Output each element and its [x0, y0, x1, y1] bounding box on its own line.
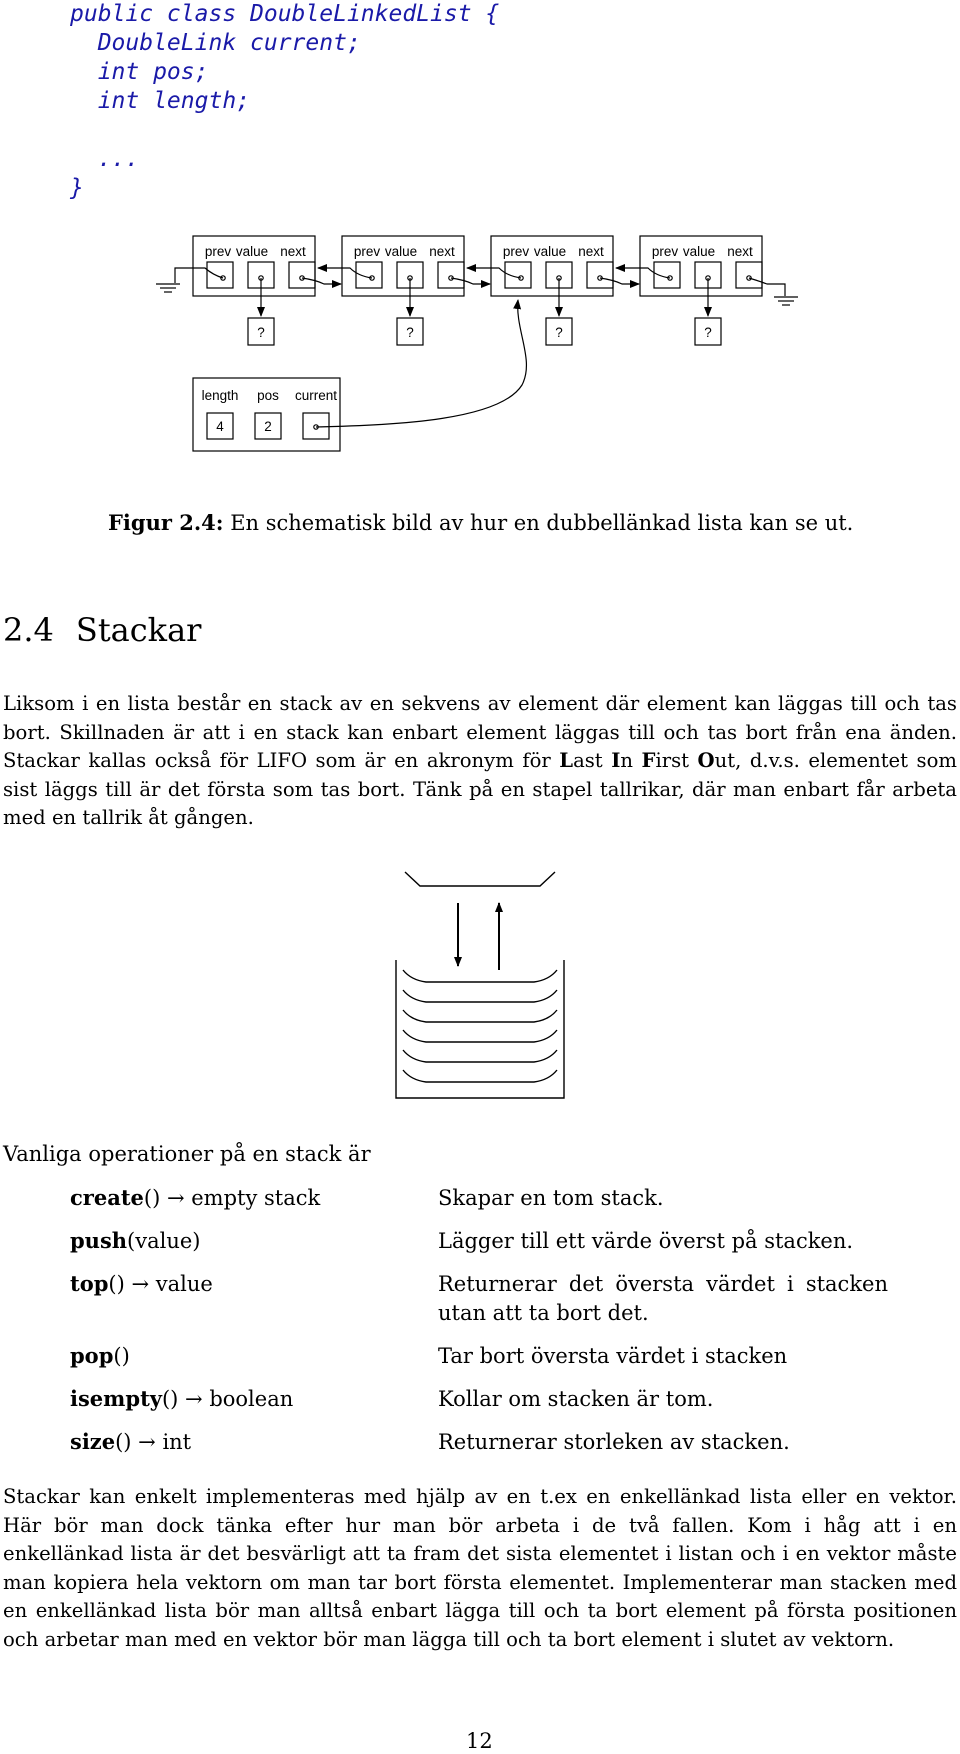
- node-field-label: value: [235, 244, 269, 259]
- current-pointer: [316, 300, 526, 427]
- code-line: }: [70, 175, 84, 201]
- operation-description: Lägger till ett värde överst på stacken.: [438, 1229, 854, 1253]
- plate: [403, 1030, 557, 1042]
- plates: [403, 970, 557, 1082]
- next-pointer: [302, 278, 341, 284]
- plate: [403, 990, 557, 1002]
- operation-signature: size() → int: [70, 1429, 192, 1454]
- lifo-letter: L: [559, 749, 574, 773]
- stack-opening: [405, 872, 555, 886]
- value-text: ?: [257, 325, 265, 340]
- lifo-letter: O: [697, 749, 715, 773]
- closing-paragraph: Stackar kan enkelt implementeras med hjälp av en t.ex en enkellänkad lista eller en vektor. Här bör man dock tänka efter hur man bör arbeta i de två fallen. Kom i håg att i en enkellänkad lista är det besvärligt att ta fram det sista elementet i listan och i en vektor måste man kopiera hela vektorn om man tar bort första elementet. Implementerar man stacken med en enkellänkad lista bör man alltså enbart lägga till och ta bort element på första positionen och arbetar man med en vektor bör man lägga till och ta bort element i slutet av vektorn.: [3, 1485, 957, 1651]
- node-cell: [587, 262, 613, 288]
- linked-list-diagram: [156, 236, 798, 451]
- operation-description: Skapar en tom stack.: [438, 1186, 664, 1210]
- pos-value: 2: [264, 419, 272, 434]
- header-field-label: length: [201, 388, 239, 403]
- prev-pointer: [318, 268, 372, 278]
- node-field-label: prev: [502, 244, 530, 259]
- node-cell: [289, 262, 315, 288]
- code-line: int pos;: [70, 59, 209, 85]
- node-field-label: next: [727, 244, 753, 259]
- null-pointer: [175, 268, 223, 283]
- operation-signature: top() → value: [70, 1271, 213, 1296]
- plate-stack-diagram: [396, 872, 564, 1098]
- node-field-label: next: [578, 244, 604, 259]
- operation-description: Returnerar det översta värdet i stacken utan att ta bort det.: [438, 1272, 888, 1325]
- value-text: ?: [406, 325, 414, 340]
- operation-signature: pop(): [70, 1343, 130, 1368]
- node-field-label: next: [280, 244, 306, 259]
- prev-pointer: [616, 268, 670, 278]
- null-pointer: [749, 278, 785, 296]
- section-number: 2.4: [3, 611, 54, 649]
- node-cell: [207, 262, 233, 288]
- node-field-label: value: [682, 244, 716, 259]
- figure-caption: [108, 510, 853, 535]
- lifo-word-part: irst: [655, 749, 698, 773]
- lifo-word-part: ut: [714, 749, 736, 773]
- page-number: 12: [466, 1729, 493, 1753]
- operation-description: Tar bort översta värdet i stacken: [438, 1344, 788, 1368]
- next-pointer: [451, 278, 490, 284]
- prev-pointer: [467, 268, 521, 278]
- caption-text: En schematisk bild av hur en dubbellänkad lista kan se ut.: [230, 511, 854, 535]
- node-cell: [736, 262, 762, 288]
- intro-paragraph: [3, 690, 957, 833]
- lifo-word-part: n: [620, 749, 642, 773]
- length-value: 4: [216, 419, 224, 434]
- lifo-letter: I: [611, 749, 621, 773]
- plate: [403, 970, 557, 982]
- caption-label: Figur 2.4:: [108, 510, 224, 535]
- node-field-label: prev: [651, 244, 679, 259]
- operation-description: Returnerar storleken av stacken.: [438, 1430, 790, 1454]
- operation-signature: create() → empty stack: [70, 1185, 321, 1210]
- next-pointer: [600, 278, 639, 284]
- header-field-label: pos: [257, 388, 279, 403]
- node-field-label: value: [533, 244, 567, 259]
- operation-signature: isempty() → boolean: [70, 1386, 294, 1411]
- section-title: Stackar: [75, 611, 202, 649]
- operation-signature: push(value): [70, 1228, 201, 1253]
- plate: [403, 1050, 557, 1062]
- value-text: ?: [555, 325, 563, 340]
- plate: [403, 1070, 557, 1082]
- node-field-label: prev: [353, 244, 381, 259]
- operations-intro: Vanliga operationer på en stack är: [3, 1142, 371, 1166]
- plate: [403, 1010, 557, 1022]
- node-field-label: next: [429, 244, 455, 259]
- node-field-label: prev: [204, 244, 232, 259]
- lifo-word-part: ast: [573, 749, 612, 773]
- node-field-label: value: [384, 244, 418, 259]
- intro-text: Liksom i en lista består en stack av en sekvens av element där element kan läggas till och tas bort. Skillnaden är att i en stack kan enbart element läggas till och tas bort från ena änden. Stackar kallas också för LIFO som är en akronym för: [3, 692, 957, 773]
- code-line: int length;: [70, 88, 251, 114]
- node-cell: [438, 262, 464, 288]
- operation-description: Kollar om stacken är tom.: [438, 1387, 714, 1411]
- lifo-letter: F: [641, 749, 656, 773]
- section-heading: [3, 611, 201, 649]
- value-text: ?: [704, 325, 712, 340]
- header-field-label: current: [294, 388, 338, 403]
- intro-text: , d.v.s. elementet som sist läggs till är det första som tas bort. Tänk på en stapel tallrikar, där man enbart får arbeta med en tallrik åt gången.: [3, 749, 957, 830]
- code-line: public class DoubleLinkedList {: [70, 1, 500, 27]
- code-line: ...: [70, 146, 140, 172]
- code-line: DoubleLink current;: [70, 30, 361, 56]
